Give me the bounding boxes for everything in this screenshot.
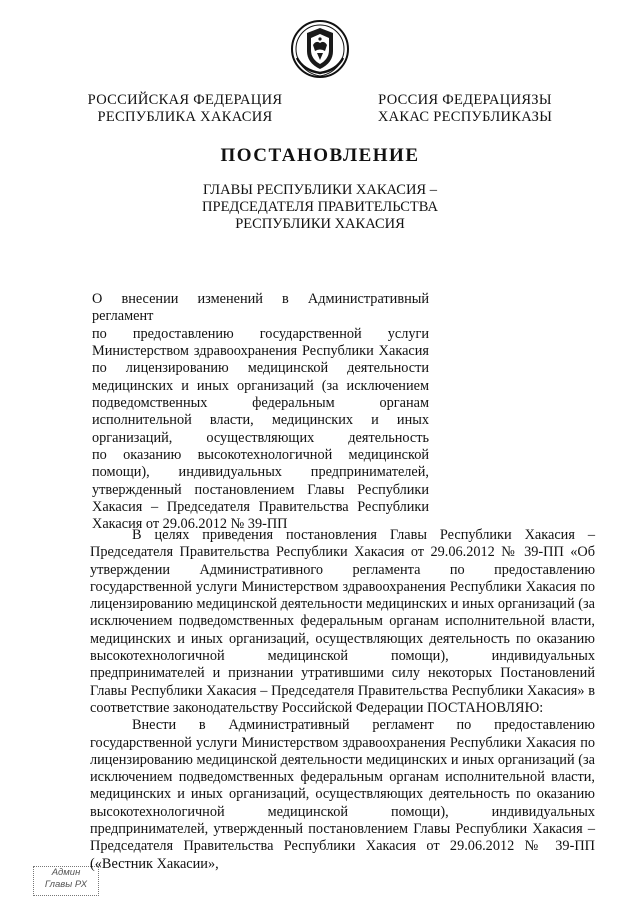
stamp-line1: Админ: [51, 867, 81, 878]
stamp-line2: Главы РХ: [44, 879, 88, 890]
registration-stamp: [33, 866, 99, 896]
header-right-line2: ХАКАС РЕСПУБЛИКАЗЫ: [377, 109, 553, 125]
issuer-line3: РЕСПУБЛИКИ ХАКАСИЯ: [235, 216, 405, 232]
subject-line: по лицензированию медицинской деятельности: [92, 360, 429, 377]
body-paragraph-2: Внести в Административный регламент по предоставлению государственной услуги Министерством здравоохранения Республики Хакасия по лицензированию медицинской деятельности медицинских и иных организаций (за исключением подведомственных федеральным органам исполнительной власти, медицинских и иных организаций, осуществляющих деятельность по оказанию высокотехнологичной медицинской помощи), индивидуальных предпринимателей, утвержденный постановлением Главы Республики Хакасия – Председателя Правительства Республики Хакасия от 29.06.2012 № 39-ПП («Вестник Хакасии»,: [90, 717, 595, 872]
subject-line: по оказанию высокотехнологичной медицинской: [92, 447, 429, 464]
document-subject: [92, 291, 429, 534]
document-type-title: ПОСТАНОВЛЕНИЕ: [220, 145, 420, 166]
subject-line: Министерством здравоохранения Республики Хакасия: [92, 343, 429, 360]
subject-line: О внесении изменений в Административный регламент: [92, 291, 429, 325]
header-right-block: [365, 92, 565, 126]
body-paragraph-1: В целях приведения постановления Главы Республики Хакасия – Председателя Правительства Республики Хакасия от 29.06.2012 № 39-ПП «Об утверждении Административного регламента по предоставлению государственной услуги Министерством здравоохранения Республики Хакасия по лицензированию медицинской деятельности медицинских и иных организаций (за исключением подведомственных федеральным органам исполнительной власти, медицинских и иных организаций, осуществляющих деятельность по оказанию высокотехнологичной медицинской помощи), индивидуальных предпринимателей и признании утратившими силу некоторых Постановлений Главы Республики Хакасия – Председателя Правительства Республики Хакасия» в соответствие законодательству Российской Федерации ПОСТАНОВЛЯЮ:: [90, 527, 595, 716]
subject-line: Хакасия от 29.06.2012 № 39-ПП: [92, 516, 288, 533]
header-right-line1: РОССИЯ ФЕДЕРАЦИЯЗЫ: [378, 92, 552, 108]
header-left-block: [80, 92, 290, 126]
issuer-block: [180, 182, 460, 233]
subject-line: по предоставлению государственной услуги: [92, 325, 429, 342]
subject-line: исполнительной власти, медицинских и иных: [92, 412, 429, 429]
header-left-line2: РЕСПУБЛИКА ХАКАСИЯ: [97, 109, 273, 125]
header-left-line1: РОССИЙСКАЯ ФЕДЕРАЦИЯ: [87, 92, 283, 108]
issuer-line1: ГЛАВЫ РЕСПУБЛИКИ ХАКАСИЯ –: [203, 182, 437, 198]
subject-line: медицинских и иных организаций (за исключением: [92, 377, 429, 394]
subject-line: помощи), индивидуальных предпринимателей,: [92, 464, 429, 481]
subject-line: Хакасия – Председателя Правительства Республики: [92, 499, 429, 516]
subject-line: утвержденный постановлением Главы Республики: [92, 481, 429, 498]
subject-line: организаций, осуществляющих деятельность: [92, 429, 429, 446]
document-body: [90, 527, 595, 873]
subject-line: подведомственных федеральным органам: [92, 395, 429, 412]
issuer-line2: ПРЕДСЕДАТЕЛЯ ПРАВИТЕЛЬСТВА: [202, 199, 438, 215]
coat-of-arms-icon: [289, 18, 351, 80]
